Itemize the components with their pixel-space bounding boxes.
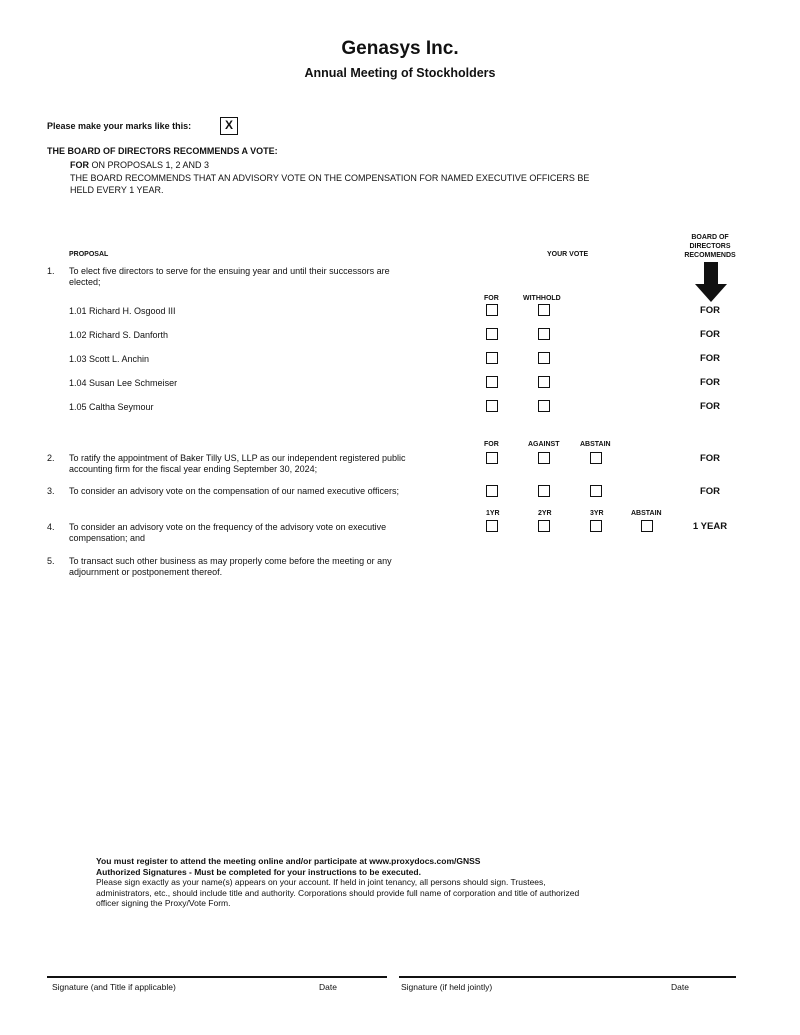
nominee-4-for-checkbox[interactable] (486, 376, 498, 388)
proposal-3-number: 3. (47, 486, 55, 496)
nominee-5-name: 1.05 Caltha Seymour (69, 402, 154, 412)
proposal-4-abstain-checkbox[interactable] (641, 520, 653, 532)
signature-line-2[interactable] (399, 976, 736, 978)
proposal-5-line-2: adjournment or postponement thereof. (69, 567, 223, 577)
nominee-5-for-checkbox[interactable] (486, 400, 498, 412)
column-your-vote: YOUR VOTE (547, 251, 589, 258)
marks-instruction: Please make your marks like this: (47, 121, 192, 131)
signature-1-label: Signature (and Title if applicable) (52, 982, 176, 992)
signing-instructions-2: administrators, etc., should include title and authority. Corporations should provide full name of corporation and title of authorized (96, 887, 580, 898)
signature-line-1[interactable] (47, 976, 387, 978)
board-rec-line-3: HELD EVERY 1 YEAR. (70, 185, 164, 195)
proposal-2-number: 2. (47, 453, 55, 463)
register-notice: You must register to attend the meeting online and/or participate at www.proxydocs.com/GNSS (96, 856, 481, 866)
column-board-recommends-line-3: RECOMMENDS (684, 252, 736, 259)
column-board-recommends-line-2: DIRECTORS (689, 243, 731, 250)
nominee-1-recommendation: FOR (699, 305, 721, 316)
option-for-label: FOR (484, 295, 499, 302)
nominee-3-name: 1.03 Scott L. Anchin (69, 354, 150, 364)
proposal-3-recommendation: FOR (699, 486, 721, 497)
nominee-2-withhold-checkbox[interactable] (538, 328, 550, 340)
proposal-3-against-checkbox[interactable] (538, 485, 550, 497)
down-arrow-icon (695, 262, 727, 302)
proposal-4-3yr-checkbox[interactable] (590, 520, 602, 532)
nominee-5-recommendation: FOR (699, 401, 721, 412)
proposal-4-line-2: compensation; and (69, 533, 146, 543)
signing-instructions-3: officer signing the Proxy/Vote Form. (96, 898, 231, 908)
footer-instructions (96, 856, 579, 909)
date-1-label: Date (319, 982, 337, 992)
proposal-2-against-checkbox[interactable] (538, 452, 550, 464)
nominee-2-for-checkbox[interactable] (486, 328, 498, 340)
proposal-3-abstain-checkbox[interactable] (590, 485, 602, 497)
proposal-5-text (69, 556, 392, 578)
board-rec-line-1 (70, 160, 209, 170)
nominee-2-recommendation: FOR (699, 329, 721, 340)
proposal-1-line-2: elected; (69, 277, 101, 287)
board-rec-proposals: ON PROPOSALS 1, 2 AND 3 (89, 160, 210, 170)
nominee-3-recommendation: FOR (699, 353, 721, 364)
document-title: Genasys Inc. (341, 38, 459, 59)
authorized-signatures-notice: Authorized Signatures - Must be completed for your instructions to be executed. (96, 866, 421, 877)
nominee-3-withhold-checkbox[interactable] (538, 352, 550, 364)
nominee-4-recommendation: FOR (699, 377, 721, 388)
p2-option-abstain-label: ABSTAIN (580, 441, 611, 448)
nominee-4-withhold-checkbox[interactable] (538, 376, 550, 388)
proposal-2-line-1: To ratify the appointment of Baker Tilly US, LLP as our independent registered public (69, 453, 406, 463)
p4-option-3yr-label: 3YR (590, 510, 604, 517)
nominee-1-withhold-checkbox[interactable] (538, 304, 550, 316)
p2-option-against-label: AGAINST (528, 441, 560, 448)
proposal-4-recommendation: 1 YEAR (692, 521, 728, 532)
proposal-2-for-checkbox[interactable] (486, 452, 498, 464)
board-heading: THE BOARD OF DIRECTORS RECOMMENDS A VOTE: (47, 146, 278, 156)
nominee-2-name: 1.02 Richard S. Danforth (69, 330, 169, 340)
proposal-2-line-2: accounting firm for the fiscal year ending September 30, 2024; (69, 464, 318, 474)
signing-instructions-1: Please sign exactly as your name(s) appears on your account. If held in joint tenancy, all persons should sign. Trustees, (96, 877, 546, 887)
proposal-4-1yr-checkbox[interactable] (486, 520, 498, 532)
column-board-recommends-line-1: BOARD OF (691, 234, 729, 241)
proposal-1-line-1: To elect five directors to serve for the ensuing year and until their successors are (69, 266, 390, 276)
document-subtitle: Annual Meeting of Stockholders (304, 66, 496, 80)
signature-2-label: Signature (if held jointly) (401, 982, 493, 992)
proposal-4-2yr-checkbox[interactable] (538, 520, 550, 532)
p2-option-for-label: FOR (484, 441, 499, 448)
nominee-5-withhold-checkbox[interactable] (538, 400, 550, 412)
proposal-2-abstain-checkbox[interactable] (590, 452, 602, 464)
column-board-recommends (670, 233, 750, 260)
p4-option-abstain-label: ABSTAIN (631, 510, 662, 517)
nominee-1-name: 1.01 Richard H. Osgood III (69, 306, 176, 316)
option-withhold-label: WITHHOLD (523, 295, 561, 302)
proposal-3-for-checkbox[interactable] (486, 485, 498, 497)
proposal-4-number: 4. (47, 522, 55, 532)
p4-option-2yr-label: 2YR (538, 510, 552, 517)
nominee-3-for-checkbox[interactable] (486, 352, 498, 364)
proposal-2-text (69, 453, 406, 475)
proposal-4-line-1: To consider an advisory vote on the frequency of the advisory vote on executive (69, 522, 387, 532)
proposal-5-number: 5. (47, 556, 55, 566)
proposal-3-text: To consider an advisory vote on the compensation of our named executive officers; (69, 486, 400, 496)
board-rec-for: FOR (70, 160, 89, 170)
marks-example-box: X (220, 117, 238, 135)
proposal-2-recommendation: FOR (699, 453, 721, 464)
date-2-label: Date (671, 982, 689, 992)
column-proposal: PROPOSAL (69, 251, 109, 258)
p4-option-1yr-label: 1YR (486, 510, 500, 517)
board-rec-line-2: THE BOARD RECOMMENDS THAT AN ADVISORY VOTE ON THE COMPENSATION FOR NAMED EXECUTIVE OFFICERS BE (70, 173, 590, 183)
proposal-1-text (69, 266, 390, 288)
proposal-1-number: 1. (47, 266, 55, 276)
proposal-5-line-1: To transact such other business as may properly come before the meeting or any (69, 556, 392, 566)
nominee-1-for-checkbox[interactable] (486, 304, 498, 316)
proposal-4-text (69, 522, 386, 544)
nominee-4-name: 1.04 Susan Lee Schmeiser (69, 378, 178, 388)
